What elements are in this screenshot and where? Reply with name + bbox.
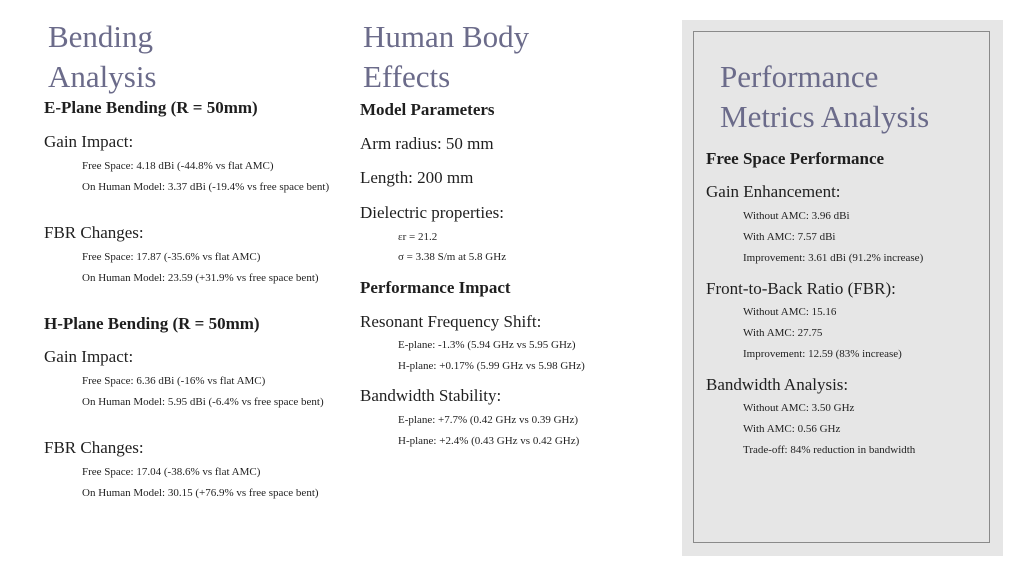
human-body-title-line-1: Human Body [363,19,530,54]
h-plane-gain-label: Gain Impact: [44,347,134,366]
gain-enhancement-item: Improvement: 3.61 dBi (91.2% increase) [743,252,924,264]
gain-enhancement-label: Gain Enhancement: [706,182,841,201]
model-parameters-heading: Model Parameters [360,100,495,119]
h-plane-gain-item: On Human Model: 5.95 dBi (-6.4% vs free space bent) [82,396,324,408]
gain-enhancement-item: With AMC: 7.57 dBi [743,231,836,243]
frequency-shift-item: E-plane: -1.3% (5.94 GHz vs 5.95 GHz) [398,339,576,351]
bandwidth-analysis-item: Trade-off: 84% reduction in bandwidth [743,444,916,456]
h-plane-fbr-item: Free Space: 17.04 (-38.6% vs flat AMC) [82,466,261,478]
frequency-shift-item: H-plane: +0.17% (5.99 GHz vs 5.98 GHz) [398,360,585,372]
performance-title-line-1: Performance [720,59,879,94]
e-plane-heading: E-Plane Bending (R = 50mm) [44,98,258,117]
e-plane-gain-item: Free Space: 4.18 dBi (-44.8% vs flat AMC) [82,160,274,172]
bandwidth-stability-item: E-plane: +7.7% (0.42 GHz vs 0.39 GHz) [398,414,579,426]
performance-impact-heading: Performance Impact [360,278,511,297]
bending-title-line-1: Bending [48,19,154,54]
h-plane-fbr-item: On Human Model: 30.15 (+76.9% vs free space bent) [82,487,319,499]
fbr-item: With AMC: 27.75 [743,327,823,339]
bandwidth-stability-item: H-plane: +2.4% (0.43 GHz vs 0.42 GHz) [398,435,580,447]
human-body-title-line-2: Effects [363,59,451,94]
bandwidth-analysis-item: With AMC: 0.56 GHz [743,423,841,435]
performance-title-line-2: Metrics Analysis [720,99,930,134]
human-body-title [363,17,653,97]
bending-title-line-2: Analysis [48,59,157,94]
length: Length: 200 mm [360,168,474,187]
h-plane-gain-item: Free Space: 6.36 dBi (-16% vs flat AMC) [82,375,266,387]
e-plane-fbr-label: FBR Changes: [44,223,144,242]
dielectric-label: Dielectric properties: [360,203,504,222]
performance-title [720,57,990,137]
h-plane-heading: H-Plane Bending (R = 50mm) [44,314,260,333]
e-plane-fbr-item: Free Space: 17.87 (-35.6% vs flat AMC) [82,251,261,263]
dielectric-item: εr = 21.2 [398,231,438,243]
frequency-shift-label: Resonant Frequency Shift: [360,312,542,331]
e-plane-fbr-item: On Human Model: 23.59 (+31.9% vs free space bent) [82,272,319,284]
bandwidth-analysis-item: Without AMC: 3.50 GHz [743,402,855,414]
gain-enhancement-item: Without AMC: 3.96 dBi [743,210,850,222]
arm-radius: Arm radius: 50 mm [360,134,494,153]
fbr-label: Front-to-Back Ratio (FBR): [706,279,896,298]
h-plane-fbr-label: FBR Changes: [44,438,144,457]
e-plane-gain-item: On Human Model: 3.37 dBi (-19.4% vs free space bent) [82,181,330,193]
free-space-heading: Free Space Performance [706,149,885,168]
fbr-item: Without AMC: 15.16 [743,306,837,318]
fbr-item: Improvement: 12.59 (83% increase) [743,348,902,360]
bandwidth-analysis-label: Bandwidth Analysis: [706,375,849,394]
dielectric-item: σ = 3.38 S/m at 5.8 GHz [398,251,507,263]
bandwidth-stability-label: Bandwidth Stability: [360,386,502,405]
bending-title [48,17,308,97]
e-plane-gain-label: Gain Impact: [44,132,134,151]
